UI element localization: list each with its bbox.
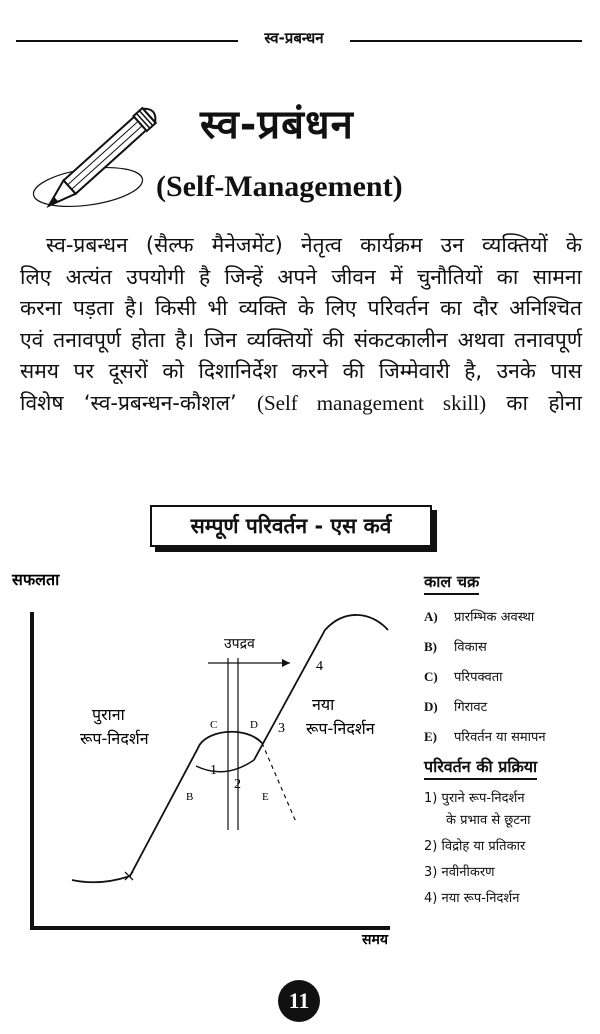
x-axis-label: समय xyxy=(362,932,388,948)
curve-old-paradigm xyxy=(72,732,262,883)
section-title-box: सम्पूर्ण परिवर्तन - एस कर्व xyxy=(150,505,432,547)
curve-decline-dashed xyxy=(262,743,296,822)
curve-transition xyxy=(196,760,254,772)
stage-2: 2 xyxy=(234,777,241,792)
body-line: लिए अत्यंत उपयोगी है जिन्हें अपने जीवन में चुनौतियों का सामना xyxy=(20,264,582,289)
x-axis xyxy=(30,926,390,930)
running-header-text: स्व-प्रबन्धन xyxy=(264,29,324,47)
disruption-arrow-head xyxy=(282,659,290,667)
legend-key: C) xyxy=(424,669,438,684)
body-line: करना पड़ता है। किसी भी व्यक्ति के लिए परिवर्तन का दौर अनिश्चित xyxy=(20,296,582,320)
legend-text: गिरावट xyxy=(454,700,488,715)
body-line-english: (Self management skill) xyxy=(256,390,487,415)
header-rule-right xyxy=(350,40,582,42)
legend-key: D) xyxy=(424,699,438,714)
disruption-label: उपद्रव xyxy=(224,636,255,652)
old-paradigm-label-1: पुराना xyxy=(92,705,125,724)
legend-text: परिपक्वता xyxy=(454,670,503,685)
body-line: एवं तनावपूर्ण होता है। जिन व्यक्तियों की संकटकालीन अथवा तनावपूर्ण xyxy=(20,327,582,352)
legend-panel xyxy=(424,570,594,906)
y-axis xyxy=(30,612,34,930)
point-label-e: E xyxy=(262,791,269,803)
old-paradigm-label-2: रूप-निदर्शन xyxy=(80,729,149,748)
process-item: 4) नया रूप-निदर्शन xyxy=(424,891,520,906)
new-paradigm-label-1: नया xyxy=(312,695,335,714)
running-header xyxy=(0,28,600,48)
point-label-d: D xyxy=(250,719,258,731)
start-mark xyxy=(125,872,133,880)
body-line-part: विशेष ‘स्व-प्रबन्धन-कौशल’ xyxy=(20,390,257,415)
body-line-last xyxy=(20,388,582,420)
point-label-c: C xyxy=(210,719,218,731)
legend-item xyxy=(424,667,594,685)
new-paradigm-label-2: रूप-निदर्शन xyxy=(306,719,375,738)
legend-text: विकास xyxy=(454,640,487,655)
body-line: समय पर दूसरों को दिशानिर्देश करने की जिम्मेवारी है, उनके पास xyxy=(20,359,582,383)
page-title-hindi: स्व-प्रबंधन xyxy=(200,102,354,148)
s-curve-chart xyxy=(0,560,420,960)
stage-1: 1 xyxy=(210,763,217,778)
process-item-cont: के प्रभाव से छूटना xyxy=(446,813,531,828)
page-title-english: (Self-Management) xyxy=(156,170,403,203)
legend-item xyxy=(424,607,594,625)
legend-key: B) xyxy=(424,639,437,654)
process-heading: परिवर्तन की प्रक्रिया xyxy=(424,755,537,780)
legend-key: A) xyxy=(424,609,438,624)
legend-text: प्रारम्भिक अवस्था xyxy=(454,610,535,625)
legend-text: परिवर्तन या समापन xyxy=(454,730,546,745)
stage-3: 3 xyxy=(278,721,285,736)
body-line: स्व-प्रबन्धन (सैल्फ मैनेजमेंट) नेतृत्व कार्यक्रम उन व्यक्तियों के xyxy=(46,233,582,257)
legend-item xyxy=(424,727,594,745)
process-item: 1) पुराने रूप-निदर्शन xyxy=(424,791,525,806)
stage-4: 4 xyxy=(316,659,323,674)
process-item: 3) नवीनीकरण xyxy=(424,865,495,880)
page-number: 11 xyxy=(278,980,320,1022)
legend-key: E) xyxy=(424,729,437,744)
legend-item xyxy=(424,637,594,655)
header-rule-left xyxy=(16,40,238,42)
body-paragraph xyxy=(20,230,582,419)
curve-new-paradigm xyxy=(254,615,388,760)
process-item: 2) विद्रोह या प्रतिकार xyxy=(424,839,526,854)
legend-item xyxy=(424,697,594,715)
body-line-part: का होना xyxy=(486,390,582,415)
time-cycle-heading: काल चक्र xyxy=(424,570,479,595)
point-label-b: B xyxy=(186,791,194,803)
y-axis-label: सफलता xyxy=(12,570,60,589)
